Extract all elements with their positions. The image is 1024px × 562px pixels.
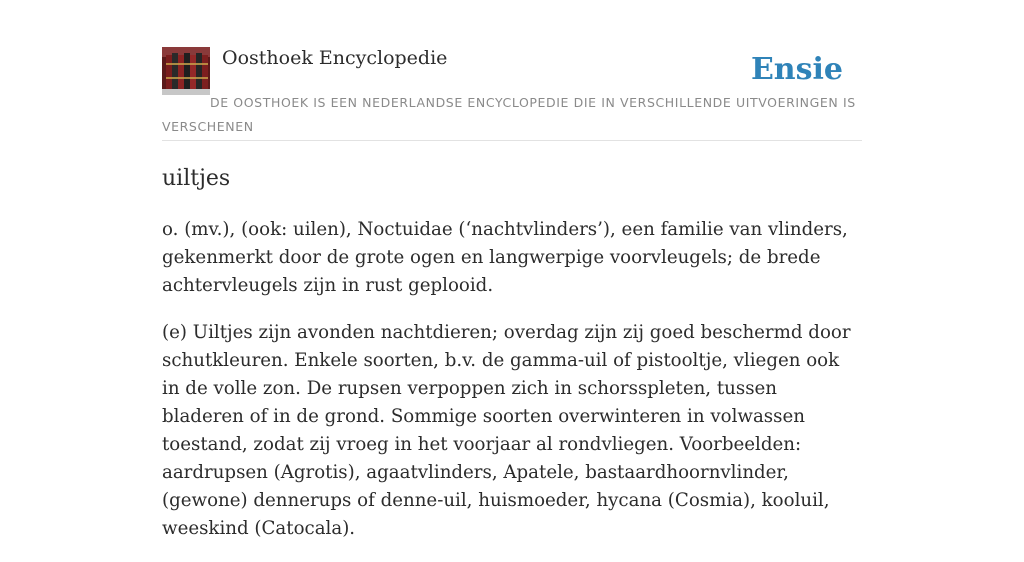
books-illustration <box>162 47 210 95</box>
entry-paragraph: o. (mv.), (ook: uilen), Noctuidae (‘nachtvlinders’), een familie van vlinders, gekenmerkt door de grote ogen en langwerpige voorvleugels; de brede achtervleugels zijn in rust geplooid. <box>162 219 848 296</box>
entry-content <box>162 216 852 562</box>
site-tagline: DE OOSTHOEK IS EEN NEDERLANDSE ENCYCLOPEDIE DIE IN VERSCHILLENDE UITVOERINGEN IS VERSCHENEN <box>162 95 856 134</box>
entry-paragraph: (e) Uiltjes zijn avonden nachtdieren; overdag zijn zij goed beschermd door schutkleuren. Enkele soorten, b.v. de gamma-uil of pistooltje, vliegen ook in de volle zon. De rupsen verpoppen zich in schorsspleten, tussen bladeren of in de grond. Sommige soorten overwinteren in volwassen toestand, zodat zij vroeg in het voorjaar al rondvliegen. Voorbeelden: aardrupsen (Agrotis), agaatvlinders, Apatele, bastaardhoornvlinder, (gewone) dennerups of denne-uil, huismoeder, hycana (Cosmia), kooluil, weeskind (Catocala). <box>162 322 851 539</box>
site-header <box>162 46 862 141</box>
ensie-logo-link[interactable]: Ensie <box>750 52 843 87</box>
encyclopedia-books-icon[interactable] <box>162 47 210 95</box>
site-title[interactable]: Oosthoek Encyclopedie <box>222 47 448 69</box>
entry-title: uiltjes <box>162 166 231 191</box>
